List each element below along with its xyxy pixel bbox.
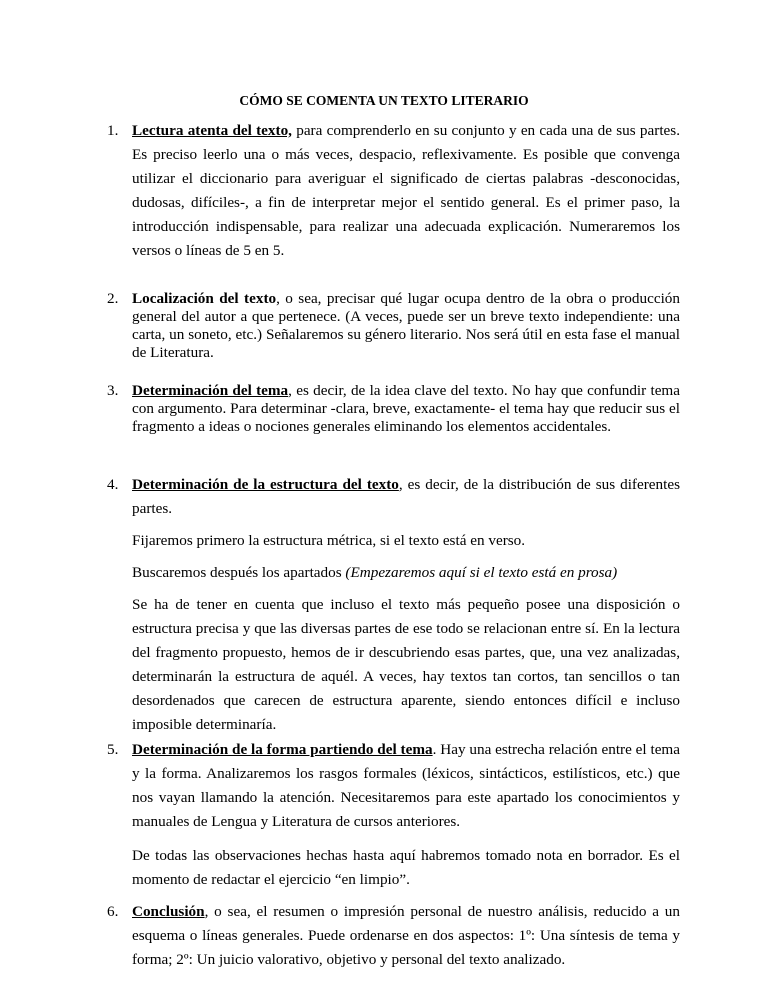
item-italic-note: (Empezaremos aquí si el texto está en prosa) xyxy=(345,564,618,581)
item-heading: Lectura atenta del texto, xyxy=(132,122,292,139)
item-number: 1. xyxy=(107,122,119,139)
item-text: , es decir, de la distribución de sus diferentes partes. xyxy=(132,476,680,517)
item-number: 4. xyxy=(107,476,119,493)
item-number: 3. xyxy=(107,382,119,399)
item-heading: Conclusión xyxy=(132,903,205,920)
item-paragraph: Se ha de tener en cuenta que incluso el texto más pequeño posee una disposición o estructura precisa y que las diversas partes de ese todo se relacionan entre sí. En la lectura del fragmento propuesto, hemos de ir descubriendo esas partes, que, una vez analizadas, determinarán la estructura de aquél. A veces, hay textos tan cortos, tan sencillos o tan desordenados que carecen de estructura aparente, siendo entonces difícil e incluso imposible determinaría. xyxy=(132,596,680,733)
item-paragraph: Fijaremos primero la estructura métrica, si el texto está en verso. xyxy=(132,532,526,549)
item-text: , es decir, de la idea clave del texto. No hay que confundir tema con argumento. Para determinar -clara, breve, exactamente- el tema hay que reducir sus el fragmento a ideas o nociones generales eliminando los elementos accidentales. xyxy=(132,382,680,435)
list-item-3 xyxy=(107,382,680,436)
item-number: 6. xyxy=(107,903,119,920)
list-item-2 xyxy=(107,290,680,362)
item-heading: Determinación de la forma partiendo del tema xyxy=(132,741,433,758)
item-heading: Determinación del tema xyxy=(132,382,289,399)
document-title: CÓMO SE COMENTA UN TEXTO LITERARIO xyxy=(239,93,529,108)
item-text: . Hay una estrecha relación entre el tema y la forma. Analizaremos los rasgos formales (léxicos, sintácticos, estilísticos, etc.) que nos vayan llamando la atención. Necesitaremos para este apartado los conocimientos y manuales de Lengua y Literatura de cursos anteriores. xyxy=(132,741,680,830)
item-number: 2. xyxy=(107,290,119,307)
item-number: 5. xyxy=(107,741,119,758)
item-text: , o sea, precisar qué lugar ocupa dentro de la obra o producción general del autor a que pertenece. (A veces, puede ser un breve texto independiente: una carta, un soneto, etc.) Señalaremos su género literario. Nos será útil en esta fase el manual de Literatura. xyxy=(132,290,680,361)
item-heading: Determinación de la estructura del texto xyxy=(132,476,399,493)
item-heading: Localización del texto xyxy=(132,290,277,307)
item-paragraph: Buscaremos después los apartados xyxy=(132,564,346,581)
list-item-4 xyxy=(107,473,680,737)
list-item-5 xyxy=(107,738,680,892)
list-item-6 xyxy=(107,900,680,972)
item-text: para comprenderlo en su conjunto y en cada una de sus partes. Es preciso leerlo una o más veces, despacio, reflexivamente. Es posible que convenga utilizar el diccionario para averiguar el significado de ciertas palabras -desconocidas, dudosas, difíciles-, a fin de interpretar mejor el sentido general. Es el primer paso, la introducción indispensable, para realizar una adecuada explicación. Numeraremos los versos o líneas de 5 en 5. xyxy=(132,122,680,259)
item-paragraph: De todas las observaciones hechas hasta aquí habremos tomado nota en borrador. Es el momento de redactar el ejercicio “en limpio”. xyxy=(132,847,680,888)
list-item-1 xyxy=(107,119,680,263)
item-text: , o sea, el resumen o impresión personal de nuestro análisis, reducido a un esquema o líneas generales. Puede ordenarse en dos aspectos: 1º: Una síntesis de tema y forma; 2º: Un juicio valorativo, objetivo y personal del texto analizado. xyxy=(132,903,680,968)
